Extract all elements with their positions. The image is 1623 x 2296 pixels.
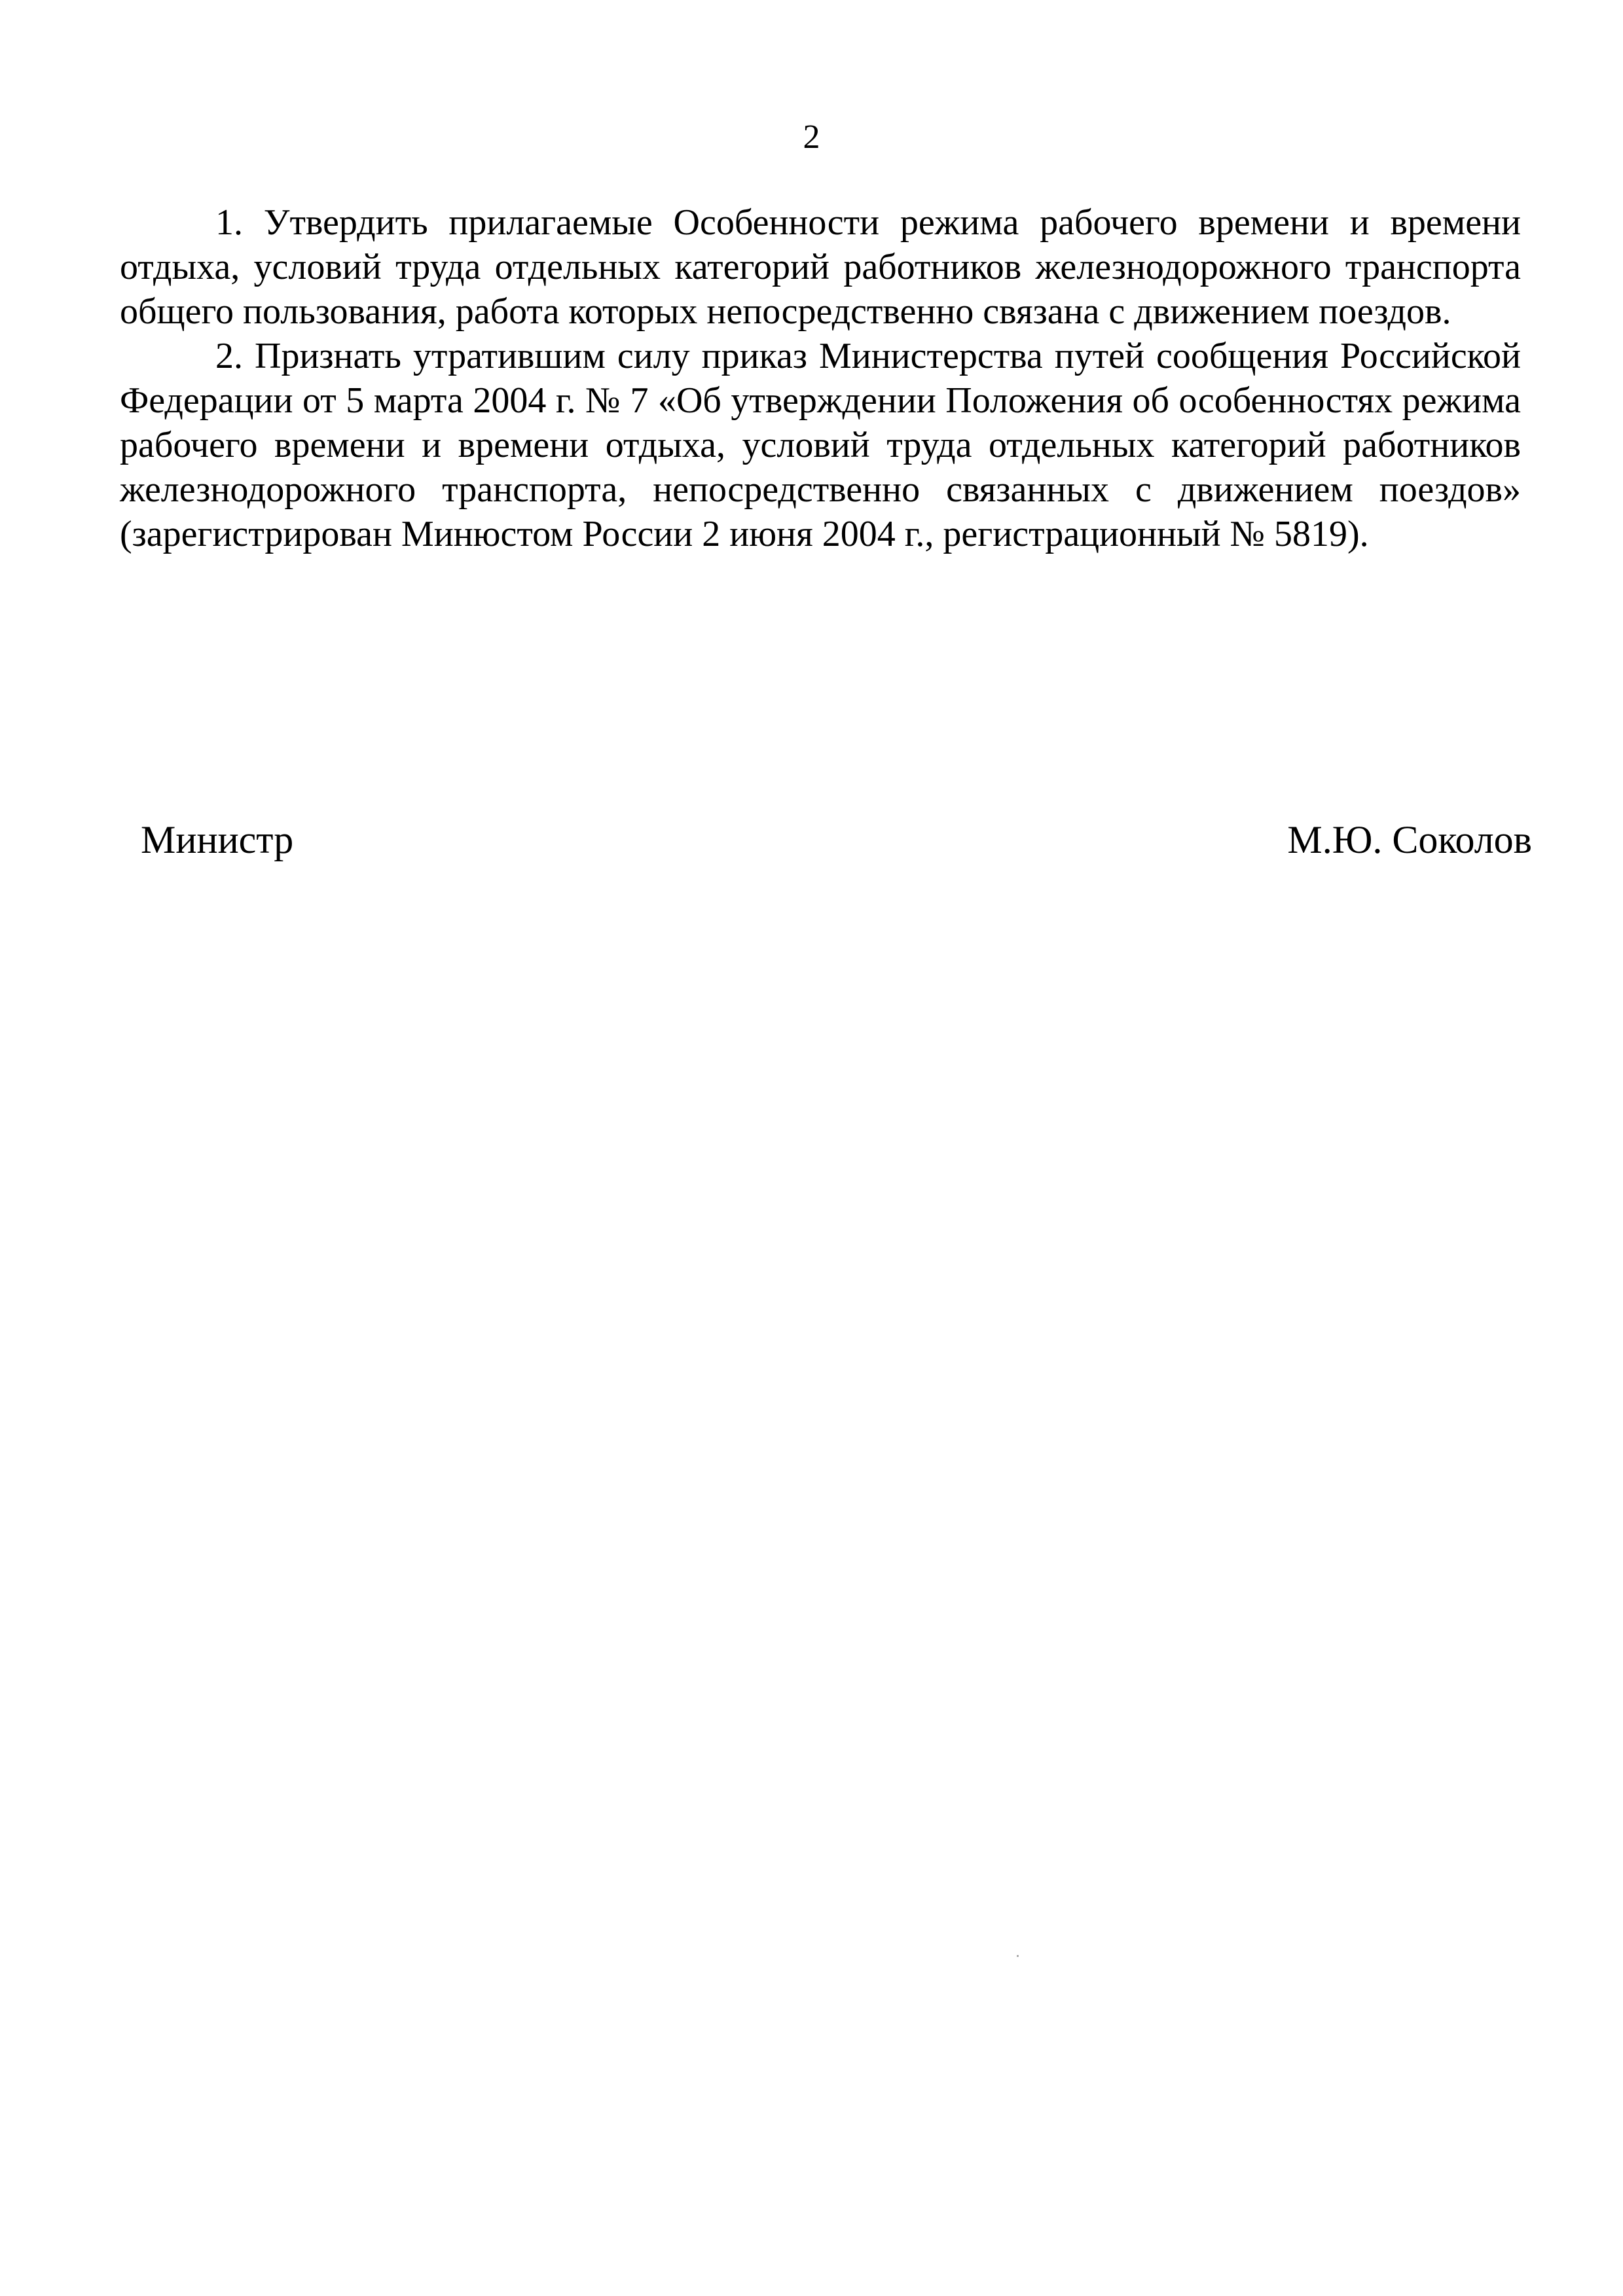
clause-1: 1. Утвердить прилагаемые Особенности режима рабочего времени и времени отдыха, условий труда отдельных категорий работников железнодорожного транспорта общего пользования, работа которых непосредственно связана с движением поездов. — [120, 202, 1521, 332]
signatory-position: Министр — [141, 818, 294, 861]
signature-block — [141, 817, 1532, 863]
page-number: 2 — [803, 118, 820, 156]
signatory-name: М.Ю. Соколов — [1287, 818, 1532, 861]
scan-speck — [1017, 1955, 1019, 1957]
clause-2: 2. Признать утратившим силу приказ Министерства путей сообщения Российской Федерации от 5 марта 2004 г. № 7 «Об утверждении Положения об особенностях режима рабочего времени и времени отдыха, условий труда отдельных категорий работников железнодорожного транспорта, непосредственно связанных с движением поездов» (зарегистрирован Минюстом России 2 июня 2004 г., регистрационный № 5819). — [120, 336, 1521, 554]
document-body — [120, 200, 1521, 556]
